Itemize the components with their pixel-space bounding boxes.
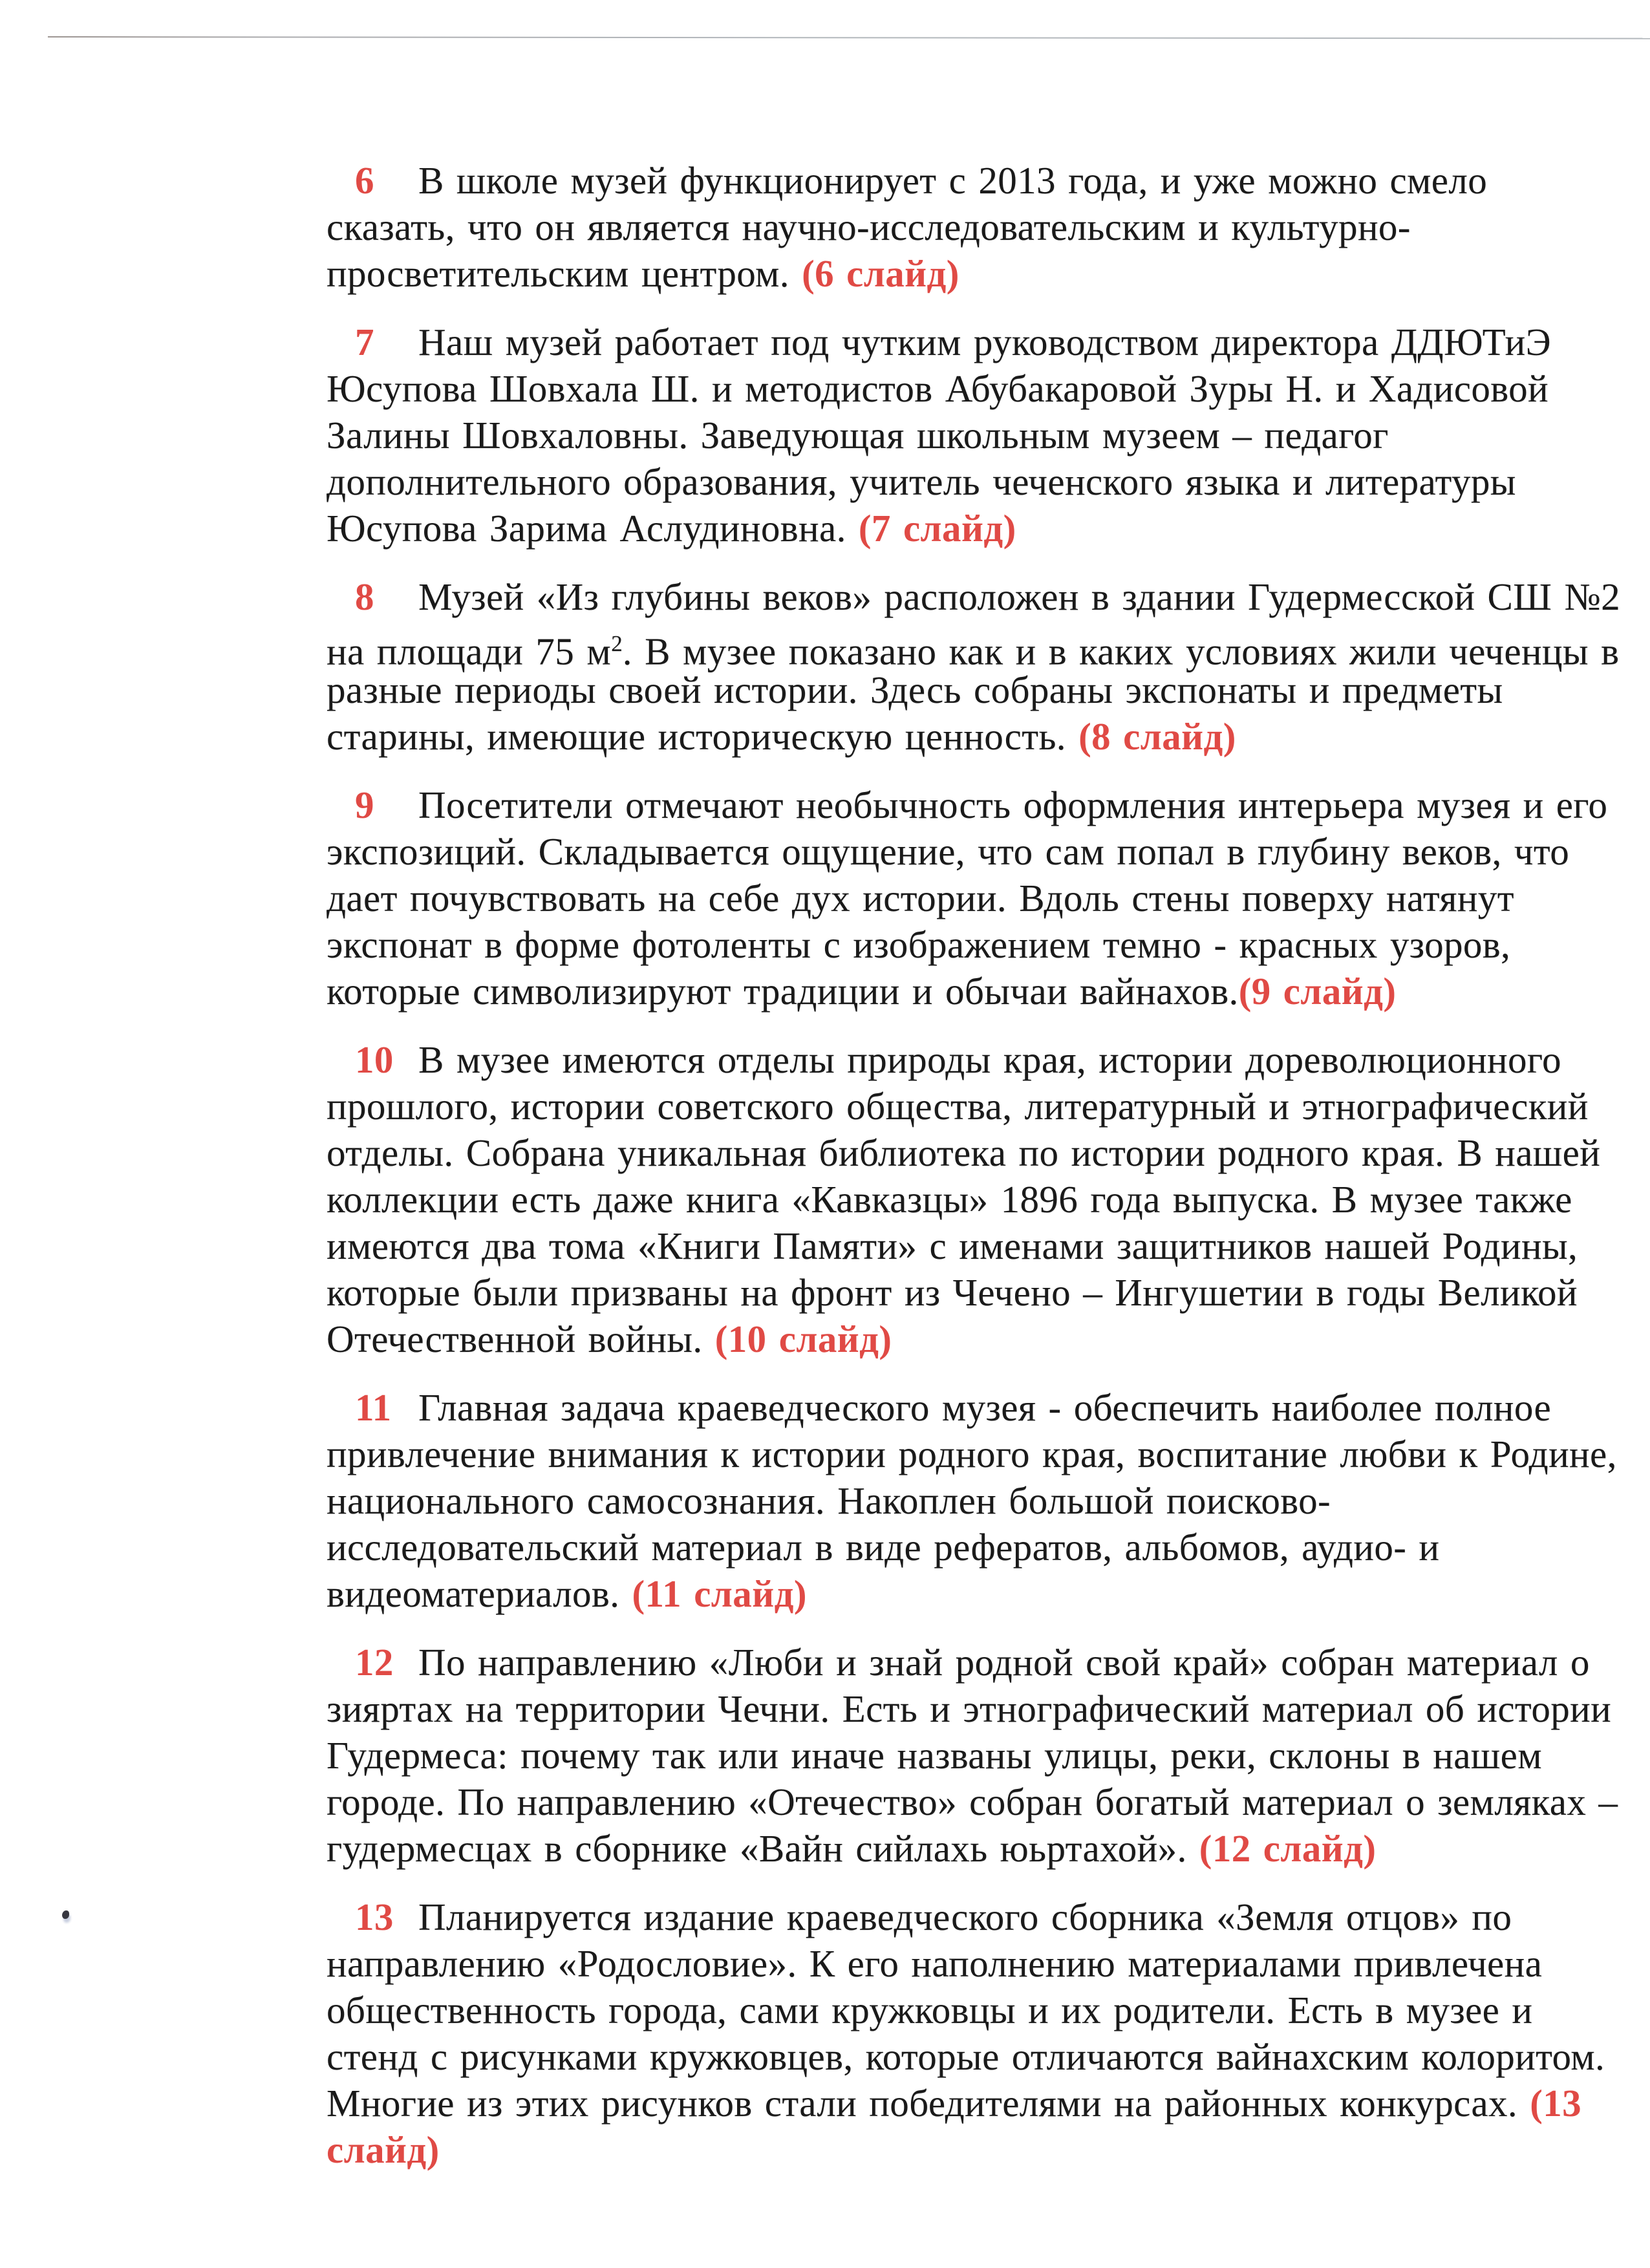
- text-segment: прошлого, истории советского общества, литературный и этнографический: [327, 1085, 1589, 1128]
- paragraph-number: 11: [355, 1386, 392, 1429]
- text-segment: В музее имеются отделы природы края, истории дореволюционного: [418, 1038, 1561, 1081]
- text-segment: экспозиций. Складывается ощущение, что сам попал в глубину веков, что: [327, 830, 1570, 873]
- paragraph-13: [327, 1894, 1626, 2173]
- text-segment: Музей «Из глубины веков» расположен в здании Гудермесской СШ №2: [418, 575, 1620, 618]
- text-line: [327, 412, 1626, 458]
- paragraph-7: [327, 319, 1626, 551]
- text-line: [327, 782, 1626, 828]
- text-line: [327, 1316, 1626, 1362]
- paragraph-number: 8: [355, 575, 374, 618]
- text-line: [327, 1732, 1626, 1779]
- text-segment: Юсупова Зарима Аслудиновна.: [327, 507, 859, 550]
- text-segment: По направлению «Люби и знай родной свой край» собран материал о: [418, 1641, 1590, 1684]
- text-line: [327, 505, 1626, 551]
- text-line: [327, 1524, 1626, 1570]
- text-line: [327, 667, 1626, 713]
- slide-marker: (12 слайд): [1199, 1827, 1377, 1870]
- paragraph-11: [327, 1384, 1626, 1617]
- text-segment: направлению «Родословие». К его наполнению материалами привлечена: [327, 1942, 1543, 1985]
- text-line: [327, 713, 1626, 760]
- ink-speck: [62, 1910, 69, 1919]
- text-line: [327, 1384, 1626, 1431]
- text-line: [327, 1176, 1626, 1223]
- text-line: [327, 1685, 1626, 1732]
- text-segment: городе. По направлению «Отечество» собран богатый материал о земляках –: [327, 1781, 1618, 1823]
- text-line: [327, 1477, 1626, 1524]
- text-line: [327, 250, 1626, 297]
- paragraph-number: 6: [355, 159, 374, 202]
- text-segment: Отечественной войны.: [327, 1318, 715, 1360]
- slide-marker: (11 слайд): [632, 1572, 807, 1615]
- slide-marker: слайд): [327, 2128, 440, 2171]
- text-line: [327, 1129, 1626, 1176]
- text-line: [327, 1431, 1626, 1477]
- paragraph-6: [327, 157, 1626, 297]
- text-segment: Планируется издание краеведческого сборника «Земля отцов» по: [418, 1896, 1512, 1938]
- slide-marker: (9 слайд): [1238, 970, 1397, 1012]
- document-body: [327, 157, 1626, 2195]
- paragraph-10: [327, 1036, 1626, 1362]
- paragraph-number: 12: [355, 1641, 394, 1684]
- text-segment: В школе музей функционирует с 2013 года, и уже можно смело: [418, 159, 1488, 202]
- text-segment: стенд с рисунками кружковцев, которые отличаются вайнахским колоритом.: [327, 2035, 1605, 2078]
- text-segment: национального самосознания. Накоплен большой поисково-: [327, 1479, 1331, 1522]
- text-segment: привлечение внимания к истории родного края, воспитание любви к Родине,: [327, 1433, 1617, 1475]
- text-line: [327, 1083, 1626, 1129]
- text-segment: имеются два тома «Книги Памяти» с именами защитников нашей Родины,: [327, 1225, 1578, 1267]
- text-segment: экспонат в форме фотоленты с изображением темно - красных узоров,: [327, 923, 1511, 966]
- text-line: [327, 921, 1626, 968]
- text-line: [327, 1223, 1626, 1269]
- text-segment: Многие из этих рисунков стали победителями на районных конкурсах.: [327, 2082, 1530, 2124]
- paragraph-number: 7: [355, 321, 374, 363]
- text-line: [327, 620, 1626, 673]
- text-line: [327, 2080, 1626, 2126]
- text-line: [327, 2033, 1626, 2080]
- paragraph-9: [327, 782, 1626, 1014]
- text-segment: разные периоды своей истории. Здесь собраны экспонаты и предметы: [327, 669, 1503, 711]
- text-segment: отделы. Собрана уникальная библиотека по истории родного края. В нашей: [327, 1131, 1601, 1174]
- text-segment: просветительским центром.: [327, 252, 802, 295]
- text-line: [327, 1269, 1626, 1316]
- text-line: [327, 828, 1626, 875]
- text-segment: гудермесцах в сборнике «Вайн сийлахь юьртахой».: [327, 1827, 1199, 1870]
- text-segment: Юсупова Шовхала Ш. и методистов Абубакаровой Зуры Н. и Хадисовой: [327, 367, 1549, 410]
- text-segment: сказать, что он является научно-исследовательским и культурно-: [327, 206, 1411, 248]
- text-segment: Залины Шовхаловны. Заведующая школьным музеем – педагог: [327, 414, 1389, 456]
- text-line: [327, 1894, 1626, 1940]
- text-line: [327, 1987, 1626, 2033]
- paragraph-8: [327, 573, 1626, 760]
- slide-marker: (7 слайд): [858, 507, 1016, 550]
- text-segment: общественность города, сами кружковцы и их родители. Есть в музее и: [327, 1989, 1533, 2031]
- text-segment: которые были призваны на фронт из Чечено – Ингушетии в годы Великой: [327, 1271, 1578, 1314]
- text-segment: исследовательский материал в виде рефератов, альбомов, аудио- и: [327, 1526, 1440, 1568]
- paragraph-12: [327, 1639, 1626, 1872]
- slide-marker: (10 слайд): [714, 1318, 892, 1360]
- paragraph-number: 10: [355, 1038, 394, 1081]
- text-line: [327, 573, 1626, 620]
- slide-marker: (6 слайд): [802, 252, 959, 295]
- text-line: [327, 2126, 1626, 2173]
- text-line: [327, 1036, 1626, 1083]
- text-line: [327, 875, 1626, 921]
- text-line: [327, 319, 1626, 365]
- text-line: [327, 1639, 1626, 1685]
- text-line: [327, 365, 1626, 412]
- slide-marker: (8 слайд): [1078, 715, 1236, 758]
- text-segment: Главная задача краеведческого музея - обеспечить наиболее полное: [418, 1386, 1552, 1429]
- slide-marker: (13: [1530, 2082, 1582, 2124]
- text-line: [327, 157, 1626, 204]
- text-segment: Наш музей работает под чутким руководством директора ДДЮТиЭ: [418, 321, 1551, 363]
- text-segment: на площади 75 м: [327, 630, 612, 673]
- text-segment: видеоматериалов.: [327, 1572, 632, 1615]
- text-line: [327, 1940, 1626, 1987]
- superscript: 2: [611, 630, 623, 656]
- text-segment: старины, имеющие историческую ценность.: [327, 715, 1079, 758]
- text-line: [327, 204, 1626, 250]
- text-line: [327, 968, 1626, 1014]
- text-segment: которые символизируют традиции и обычаи вайнахов.: [327, 970, 1239, 1012]
- text-segment: Посетители отмечают необычность оформления интерьера музея и его: [418, 784, 1608, 826]
- text-segment: коллекции есть даже книга «Кавказцы» 1896 года выпуска. В музее также: [327, 1178, 1572, 1221]
- text-segment: зияртах на территории Чечни. Есть и этнографический материал об истории: [327, 1687, 1612, 1730]
- text-line: [327, 1570, 1626, 1617]
- text-segment: Гудермеса: почему так или иначе названы улицы, реки, склоны в нашем: [327, 1734, 1542, 1777]
- text-line: [327, 1825, 1626, 1872]
- text-segment: . В музее показано как и в каких условиях жили чеченцы в: [622, 630, 1620, 673]
- text-segment: дополнительного образования, учитель чеченского языка и литературы: [327, 460, 1516, 503]
- text-line: [327, 458, 1626, 505]
- paragraph-number: 13: [355, 1896, 394, 1938]
- paragraph-number: 9: [355, 784, 374, 826]
- text-segment: дает почувствовать на себе дух истории. Вдоль стены поверху натянут: [327, 877, 1514, 919]
- scan-artifact-hairline: [48, 36, 1650, 39]
- text-line: [327, 1779, 1626, 1825]
